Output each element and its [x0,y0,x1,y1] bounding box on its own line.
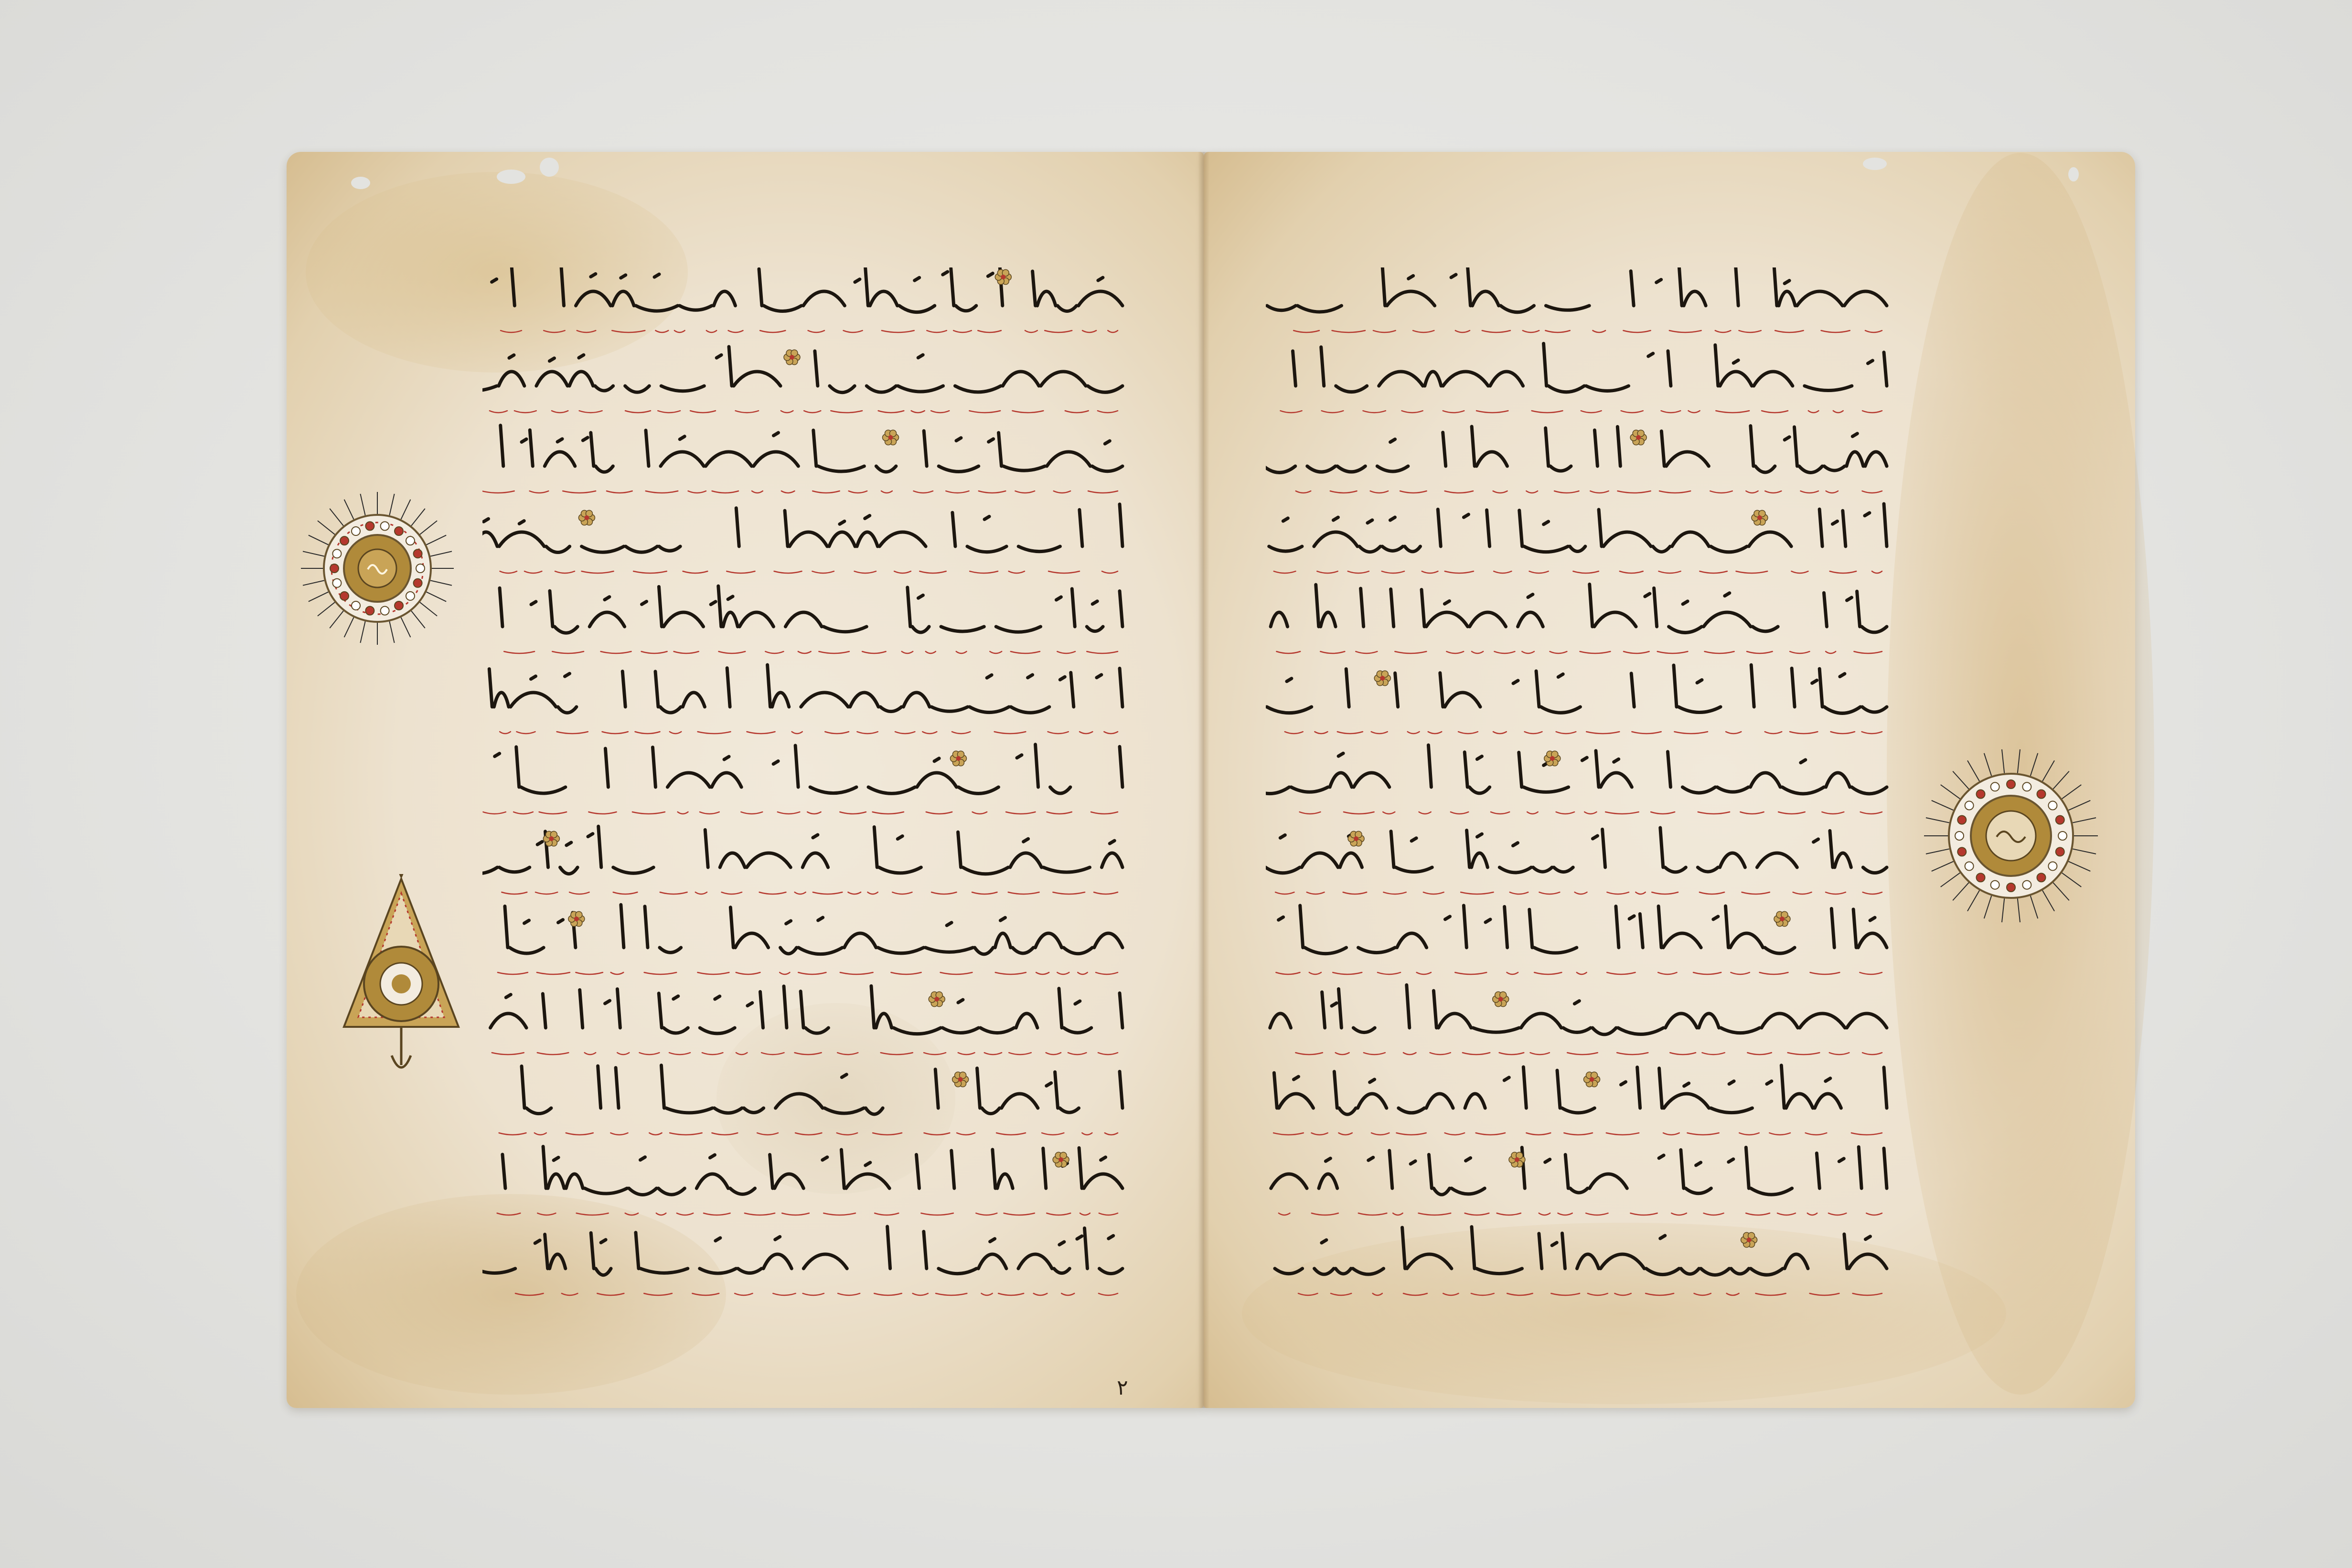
gold-rosette-icon [1741,1232,1757,1247]
gold-rosette-icon [1752,510,1768,525]
interlinear-gloss [482,331,1118,1295]
gold-rosette-icon [952,1072,969,1087]
calligraphy-line [502,1146,1123,1195]
gloss-line [1294,331,1882,332]
calligraphy-line [482,826,1123,874]
gold-rosette-icon [1374,671,1390,685]
gold-rosette-icon [1348,831,1364,846]
gold-rosette-icon [883,430,899,445]
calligraphy-line [1293,343,1887,392]
gold-rosette-icon [578,510,595,525]
gold-rosette-icon [929,992,945,1006]
gloss-line [490,411,1118,413]
tear-hole [1863,158,1887,170]
gold-rosette-icon [1584,1072,1600,1087]
illuminated-roundel-icon [296,487,459,650]
gold-rosette-icon [1509,1152,1525,1167]
gloss-line [501,331,1118,332]
gloss-line [500,732,1118,734]
calligraphy-line [1271,1147,1887,1195]
tear-hole [351,177,370,189]
calligraphy-line [501,426,1123,472]
calligraphy-line [522,1065,1123,1114]
calligraphy-line [482,347,1123,393]
gold-rosette-icon [1493,992,1509,1006]
tear-hole [2068,167,2079,181]
calligraphy-line [1267,665,1887,713]
calligraphy-line [1267,267,1887,312]
gloss-line [1295,1053,1882,1055]
calligraphy-line [500,586,1123,633]
left-page-text-block [482,267,1127,1318]
gloss-line [1275,892,1882,894]
gloss-line [482,491,1118,493]
calligraphy-line [1274,1065,1887,1114]
tear-hole [540,158,559,177]
calligraphy-line [482,1227,1123,1275]
calligraphy-line [490,986,1123,1034]
gloss-line [1276,651,1882,653]
gloss-line [515,1293,1118,1295]
gloss-line [502,892,1118,894]
gold-rosette-icon [543,831,559,846]
calligraphy-line [482,665,1123,713]
gold-rosette-icon [1630,430,1646,445]
gloss-line [1279,1213,1882,1215]
calligraphy-line [1266,426,1887,473]
folio-number: ٢ [1117,1376,1128,1400]
gold-rosette-icon [995,269,1011,284]
calligraphy-line [495,745,1123,794]
calligraphy-line [482,504,1123,553]
calligraphy-line [1271,584,1887,632]
gloss-line [1296,491,1882,493]
calligraphy-lines [482,267,1123,1275]
book-gutter [1198,152,1209,1408]
calligraphy-line [505,905,1123,954]
gold-rosette-icon [784,350,800,364]
gloss-line [483,812,1118,814]
gloss-line [499,1133,1118,1135]
gloss-line [497,1213,1118,1215]
calligraphy-line [1270,985,1887,1035]
gold-rosette-icon [568,911,585,926]
gloss-line [504,651,1118,653]
gloss-line [1285,732,1882,734]
gloss-line [1280,411,1882,413]
gold-rosette-icon [1774,911,1790,926]
right-page-text-block [1266,267,1892,1318]
calligraphy-line [492,267,1123,312]
gloss-line [492,1053,1118,1055]
gold-rosette-icon [1053,1152,1069,1167]
gloss-line [500,571,1118,573]
gloss-line [1274,571,1882,573]
calligraphy-lines [1266,267,1887,1275]
gloss-line [1298,1293,1882,1295]
calligraphy-line [1279,906,1887,954]
gold-rosette-icon [1544,751,1561,766]
tear-drop-ornament-icon [330,874,473,1084]
gold-rosette-icon [950,751,966,766]
gloss-line [1273,1133,1882,1135]
gloss-line [1276,972,1882,974]
interlinear-gloss [1273,331,1882,1295]
illuminated-roundel-icon [1920,745,2102,927]
calligraphy-line [1275,1227,1887,1275]
gloss-line [498,972,1118,974]
tear-hole [497,170,525,184]
calligraphy-line [1269,504,1887,552]
calligraphy-line [1266,745,1887,794]
gloss-line [1300,812,1882,814]
